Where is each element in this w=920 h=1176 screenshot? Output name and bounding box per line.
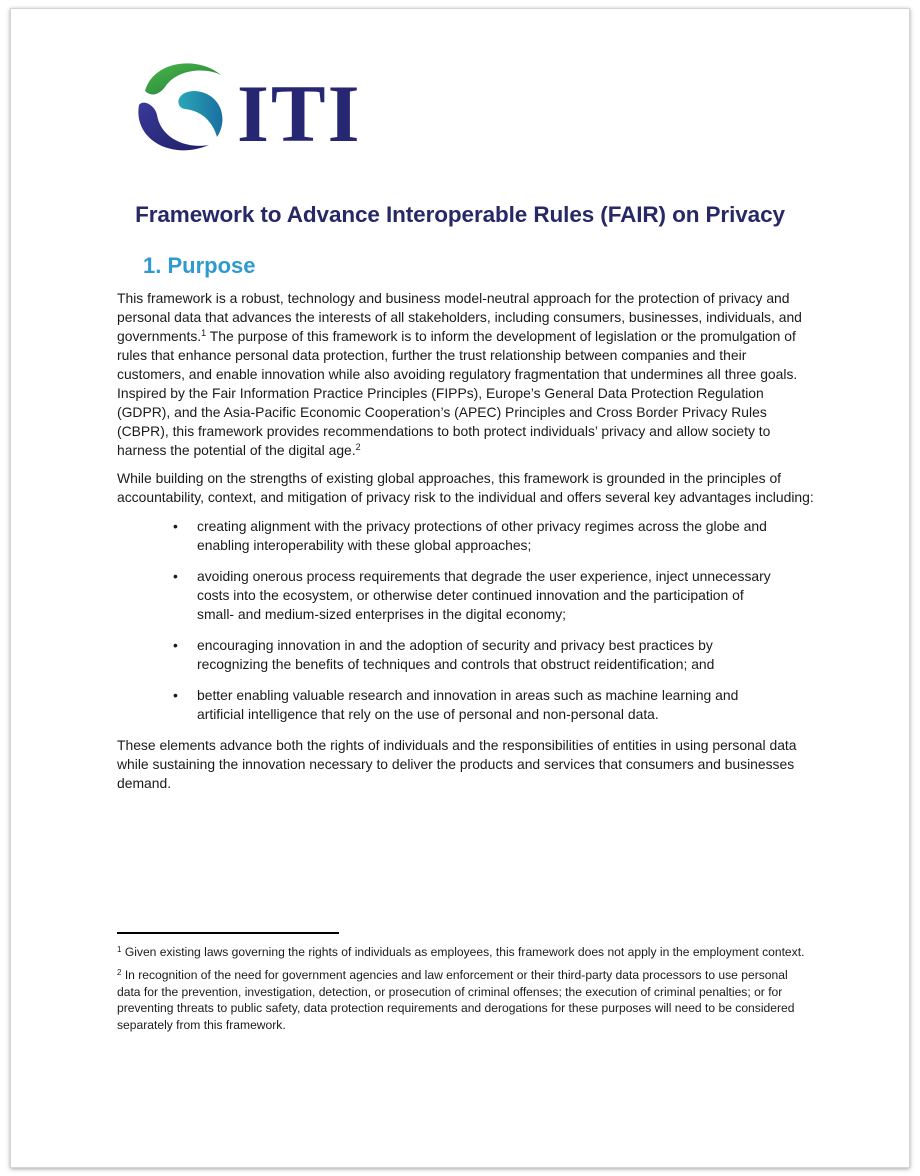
- bullet-icon: •: [173, 687, 178, 703]
- bullet-icon: •: [173, 637, 178, 653]
- paragraph-intro: [117, 289, 817, 460]
- section-body: [117, 289, 817, 802]
- footnote-text: In recognition of the need for government agencies and law enforcement or their third-party data processors to use personal data for the prevention, investigation, detection, or prosecution of criminal offenses; the execution of criminal penalties; or for preventing threats to public safety, data protection requirements and derogations for these purposes will need to be considered separately from this framework.: [117, 967, 795, 1033]
- footnote-ref-2[interactable]: 2: [355, 442, 361, 452]
- list-item: [173, 686, 817, 724]
- list-item: [173, 517, 817, 555]
- list-item-text: better enabling valuable research and innovation in areas such as machine learning and artificial intelligence that rely on the use of personal and non-personal data.: [197, 687, 739, 722]
- iti-swirl-logo-icon: [125, 53, 365, 163]
- list-item-text: avoiding onerous process requirements that degrade the user experience, inject unnecessary costs into the ecosystem, or otherwise deter continued innovation and the participation of small- and medium-sized enterprises in the digital economy;: [197, 568, 771, 622]
- paragraph-conclusion: These elements advance both the rights of individuals and the responsibilities of entities in using personal data while sustaining the innovation necessary to deliver the products and services that consumers and businesses demand.: [117, 737, 797, 791]
- footnote-text: Given existing laws governing the rights of individuals as employees, this framework does not apply in the employment context.: [121, 945, 805, 959]
- footnote-divider: [117, 932, 339, 934]
- footnote-number: 1: [117, 945, 122, 954]
- document-title: Framework to Advance Interoperable Rules (FAIR) on Privacy: [135, 202, 785, 227]
- bullet-icon: •: [173, 518, 178, 534]
- document-page: [10, 8, 910, 1168]
- footnotes: [117, 944, 807, 1040]
- footnote-number: 2: [117, 967, 122, 977]
- footnote-1: [117, 944, 807, 961]
- list-item: [173, 636, 817, 674]
- bullet-icon: •: [173, 568, 178, 584]
- advantages-list: [117, 517, 817, 724]
- iti-logo: [125, 53, 365, 163]
- list-item-text: creating alignment with the privacy protections of other privacy regimes across the globe and enabling interoperability with these global approaches;: [197, 518, 767, 553]
- list-item: [173, 567, 817, 624]
- logo-wordmark: ITI: [237, 68, 362, 159]
- section-heading: 1. Purpose: [143, 253, 256, 278]
- list-item-text: encouraging innovation in and the adoption of security and privacy best practices by recognizing the benefits of techniques and controls that obstruct reidentification; and: [197, 637, 715, 672]
- footnote-ref-1[interactable]: 1: [201, 328, 207, 338]
- footnote-2: [117, 967, 807, 1034]
- paragraph-intro-text-1: This framework is a robust, technology and business model-neutral approach for the protection of privacy and personal data that advances the interests of all stakeholders, including consumers, businesses, individuals, and governments.: [117, 290, 802, 344]
- paragraph-intro-text-2: The purpose of this framework is to inform the development of legislation or the promulgation of rules that enhance personal data protection, further the trust relationship between companies and their customers, and enable innovation while also avoiding regulatory fragmentation that undermines all three goals. Inspired by the Fair Information Practice Principles (FIPPs), Europe’s General Data Protection Regulation (GDPR), and the Asia-Pacific Economic Cooperation’s (APEC) Principles and Cross Border Privacy Rules (CBPR), this framework provides recommendations to both protect individuals’ privacy and allow society to harness the potential of the digital age.: [117, 328, 798, 458]
- paragraph-advantages: While building on the strengths of existing global approaches, this framework is grounded in the principles of accountability, context, and mitigation of privacy risk to the individual and offers several key advantages including:: [117, 470, 814, 505]
